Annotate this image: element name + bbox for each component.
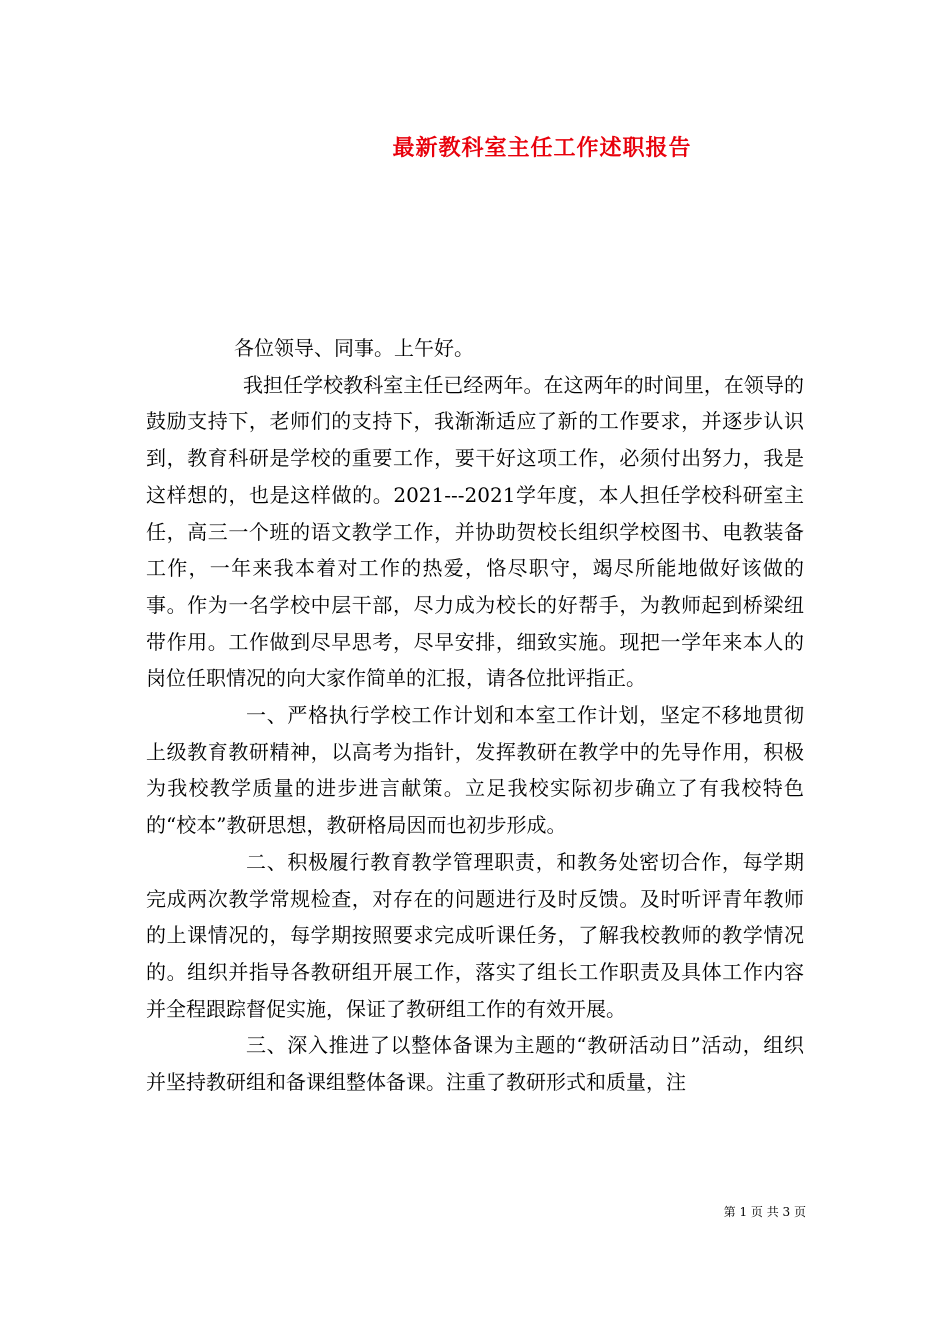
body-paragraph-intro: 我担任学校教科室主任已经两年。在这两年的时间里，在领导的鼓励支持下，老师们的支持下，我渐渐适应了新的工作要求，并逐步认识到，教育科研是学校的重要工作，要干好这项工作，必须付出努力，我是这样想的，也是这样做的。2021---2021学年度，本人担任学校科研室主任，高三一个班的语文教学工作，并协助贺校长组织学校图书、电教装备工作，一年来我本着对工作的热爱，恪尽职守，竭尽所能地做好该做的事。作为一名学校中层干部，尽力成为校长的好帮手，为教师起到桥梁纽带作用。工作做到尽早思考，尽早安排，细致实施。现把一学年来本人的岗位任职情况的向大家作简单的汇报，请各位批评指正。 [146,372,804,691]
greeting-paragraph: 各位领导、同事。上午好。 [234,336,474,360]
page-number-footer: 第 1 页 共 3 页 [723,1205,806,1219]
document-body [146,330,804,1101]
body-paragraph-section-3: 三、深入推进了以整体备课为主题的“教研活动日”活动，组织并坚持教研组和备课组整体备课。注重了教研形式和质量，注 [146,1033,804,1095]
body-paragraph-section-1: 一、严格执行学校工作计划和本室工作计划，坚定不移地贯彻上级教育教研精神，以高考为指针，发挥教研在教学中的先导作用，积极为我校教学质量的进步进言献策。立足我校实际初步确立了有我校特色的“校本”教研思想，教研格局因而也初步形成。 [146,703,804,838]
body-paragraph-section-2: 二、积极履行教育教学管理职责，和教务处密切合作，每学期完成两次教学常规检查，对存在的问题进行及时反馈。及时听评青年教师的上课情况的，每学期按照要求完成听课任务，了解我校教师的教学情况的。组织并指导各教研组开展工作，落实了组长工作职责及具体工作内容并全程跟踪督促实施，保证了教研组工作的有效开展。 [146,849,804,1021]
document-title: 最新教科室主任工作述职报告 [392,135,692,161]
